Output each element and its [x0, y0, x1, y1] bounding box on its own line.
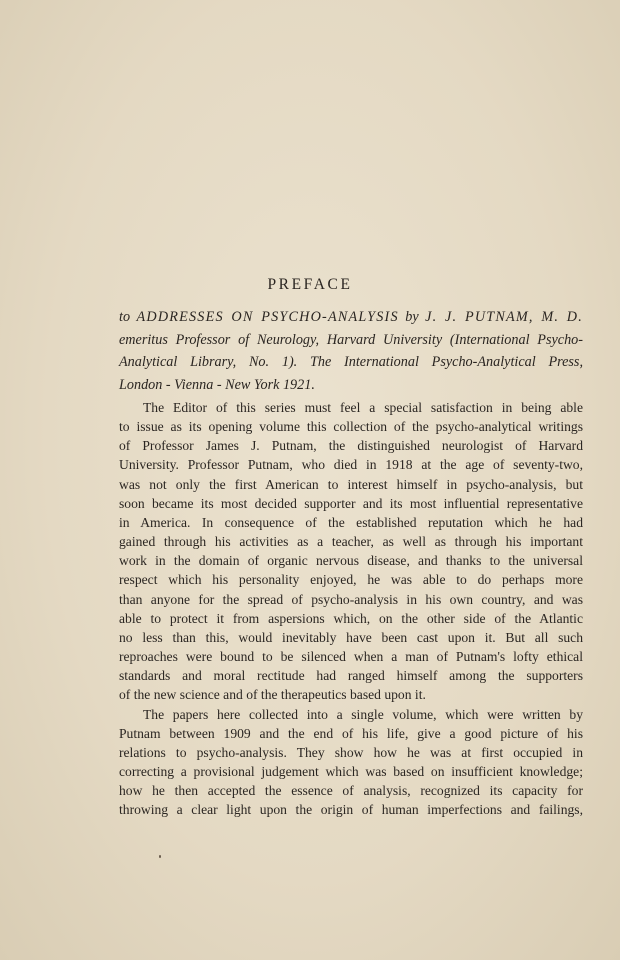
- text-line: no less than this, would inevitably have been cast upon it. But all such: [119, 629, 583, 645]
- text-line: in America. In consequence of the established reputation which he had: [119, 514, 583, 530]
- text-line: was not only the first American to interest himself in psycho-analysis, but: [119, 476, 583, 492]
- paper-speck: [159, 855, 161, 858]
- citation-author: J. J. PUTNAM, M. D.: [425, 309, 583, 325]
- text-line: The Editor of this series must feel a special satisfaction in being able: [143, 400, 583, 415]
- citation-line-2: emeritus Professor of Neurology, Harvard University (International Psycho-: [119, 331, 583, 348]
- text-line: able to protect it from aspersions which, on the other side of the Atlantic: [119, 610, 583, 626]
- text-line: Putnam between 1909 and the end of his life, give a good picture of his: [119, 725, 583, 741]
- text-line: relations to psycho-analysis. They show how he was at first occupied in: [119, 744, 583, 760]
- text-line: than anyone for the spread of psycho-analysis in his own country, and was: [119, 591, 583, 607]
- text-line: how he then accepted the essence of analysis, recognized its capacity for: [119, 783, 583, 799]
- text-line: standards and moral rectitude had ranged himself among the supporters: [119, 668, 583, 684]
- text-line: The papers here collected into a single volume, which were written by: [143, 706, 583, 722]
- body-text: [119, 398, 583, 819]
- citation-book-title: ADDRESSES ON PSYCHO-ANALYSIS: [136, 309, 399, 325]
- citation-block: [119, 306, 583, 396]
- text-line: work in the domain of organic nervous disease, and thanks to the universal: [119, 553, 583, 569]
- text-line: of Professor James J. Putnam, the distinguished neurologist of Harvard: [119, 438, 583, 454]
- text-line: gained through his activities as a teacher, as well as through his important: [119, 534, 583, 550]
- citation-line-3: Analytical Library, No. 1). The International Psycho-Analytical Press,: [119, 354, 583, 370]
- text-line: University. Professor Putnam, who died in 1918 at the age of seventy-two,: [119, 457, 583, 473]
- citation-to: to: [119, 309, 137, 325]
- text-line: throwing a clear light upon the origin of human imperfections and failings,: [119, 802, 583, 818]
- text-line: correcting a provisional judgement which was based on insufficient knowledge;: [119, 763, 583, 779]
- text-line: to issue as its opening volume this collection of the psycho-analytical writings: [119, 419, 583, 435]
- paragraph-1: [119, 398, 583, 705]
- text-line: reproaches were bound to be silenced when a man of Putnam's lofty ethical: [119, 649, 583, 665]
- paragraph-2: [119, 705, 583, 820]
- text-line: of the new science and of the therapeutics based upon it.: [119, 687, 426, 703]
- citation-line-4: London - Vienna - New York 1921.: [119, 376, 315, 393]
- text-line: soon became its most decided supporter and its most influential representative: [119, 495, 583, 511]
- citation-by: by: [398, 309, 426, 325]
- citation-line-1: [119, 306, 583, 329]
- text-line: respect which his personality enjoyed, he was able to do perhaps more: [119, 572, 583, 588]
- page-title: PREFACE: [267, 276, 353, 293]
